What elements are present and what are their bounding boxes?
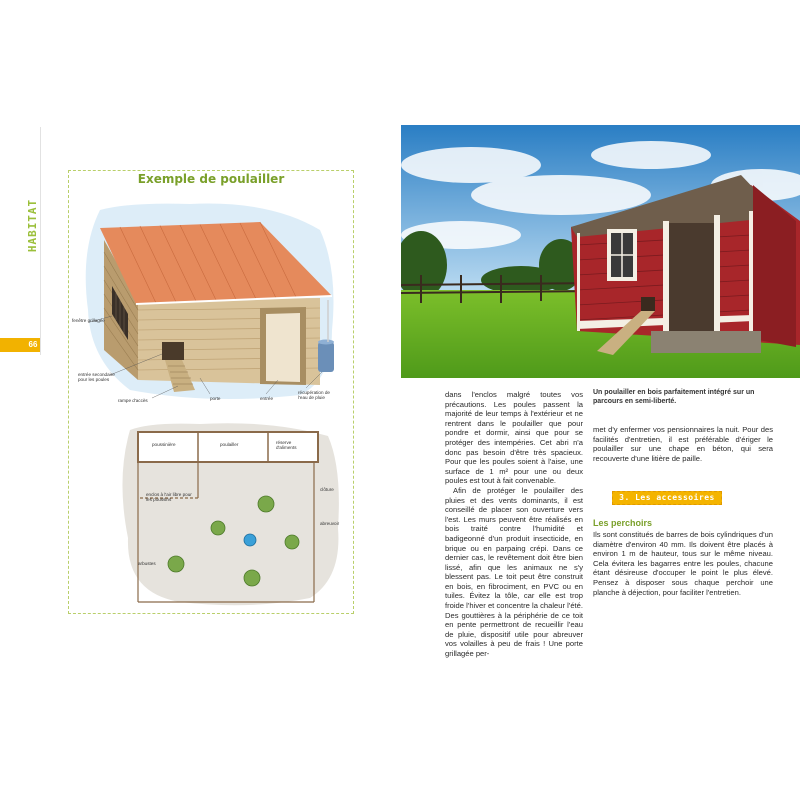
text-column-3: [593, 530, 773, 597]
label-recuperation: récupération de l'eau de pluie: [298, 390, 330, 401]
paragraph: Ils sont constitués de barres de bois cylindriques d'un diamètre d'environ 40 mm. Ils doivent être placés à environ 1 m de hauteur, tous sur le même niveau. Cela évitera les bagarres entre les poules, chacune étant désireuse d'occuper le point le plus élevé. Pensez à disposer sous chaque perchoir une planche à déjection, pour faciliter l'entretien.: [593, 530, 773, 597]
label-cloture: clôture: [320, 487, 334, 492]
label-poussiniere: poussinière: [152, 442, 176, 447]
label-arbustes: arbustes: [138, 561, 156, 566]
subheading: Les perchoirs: [593, 518, 653, 528]
section-heading: 3. Les accessoires: [619, 493, 715, 502]
label-reserve: réserve d'aliments: [276, 440, 297, 451]
label-entree: entrée: [260, 396, 274, 401]
label-porte: porte: [210, 396, 221, 401]
page-number: 66: [28, 340, 38, 349]
paragraph: Afin de protéger le poulailler des pluies et des vents dominants, il est conseillé de placer son ouverture vers l'est. Les murs peuvent être réalisés en bois traité contre l'humidité et badigeonné d'un produit insecticide, en brique ou en parpaing crépi. Dans ce dernier cas, le revêtement doit être bien lissé, afin que les animaux ne s'y blessent pas. Le toit peut être construit en bois, en fibrociment, en PVC ou en tuiles. Évitez la tôle, car elle est trop froide l'hiver et concentre la chaleur l'été. Des gouttières à la périphérie de ce toit en pente permettront de recueillir l'eau de pluie, dispositif utile pour abreuver vos volailles à peu de frais ! Une porte grillagée per-: [445, 485, 583, 659]
paragraph: met d'y enfermer vos pensionnaires la nuit. Pour des facilités d'entretien, il est préférable d'ériger le poulailler sur une chape en béton, qui sera recouverte d'une litière de paille.: [593, 425, 773, 463]
illustration-title: Exemple de poulailler: [137, 172, 285, 186]
paragraph: dans l'enclos malgré toutes vos précautions. Les poules passent la majorité de leur temps à l'extérieur et ne rentrent dans le poulailler que pour pondre et dormir, ainsi que pour se protéger des intempéries. Cet abri n'a donc pas besoin d'être très spacieux. Pour que les poules soient à l'aise, une surface de 1 m² pour une ou deux poules est tout à fait convenable.: [445, 390, 583, 486]
section-tab: HABITAT: [26, 198, 40, 252]
label-abreuvoir: abreuvoir: [320, 521, 340, 526]
photo-caption: Un poulailler en bois parfaitement intégré sur un parcours en semi-liberté.: [593, 389, 755, 405]
text-column-1: [445, 390, 583, 659]
label-poulailler: poulailler: [220, 442, 239, 447]
label-fenetre: fenêtre grillagée: [72, 318, 105, 323]
label-rampe: rampe d'accès: [118, 398, 148, 403]
text-column-2: [593, 425, 773, 463]
label-entree-secondaire: entrée secondaire pour les poules: [78, 372, 115, 383]
label-enclos: enclos à l'air libre pour les poussins: [146, 492, 192, 503]
coop-photo: [401, 125, 800, 378]
